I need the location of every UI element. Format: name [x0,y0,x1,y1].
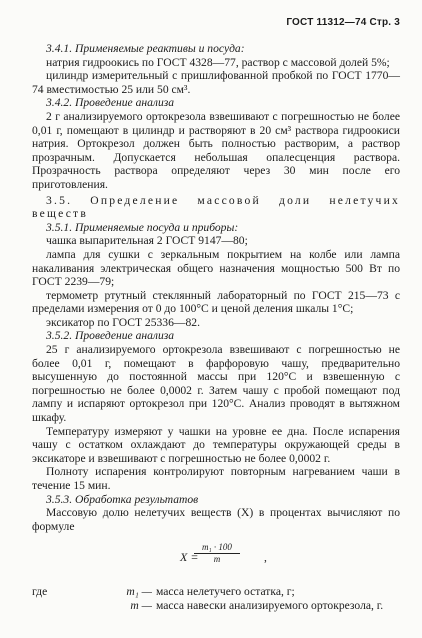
formula-legend [32,585,400,612]
legend-row [32,599,400,613]
equipment-thermometer: термометр ртутный стеклянный лабораторный по ГОСТ 215—73 с пределами измерения от 0 до 100°С и ценой деления шкалы 1°С; [32,288,400,316]
legend-lead [32,599,92,613]
section-3-5-3-heading: 3.5.3. Обработка результатов [46,492,199,506]
formula-numerator: m₁ · 100 [194,542,240,554]
completeness-text: Полноту испарения контролируют повторным нагреванием чаши в течение 15 мин. [32,465,400,492]
legend-symbol: m₁ — [126,585,152,599]
legend-lead: где [32,585,48,599]
reagent-naoh: натрия гидроокись по ГОСТ 4328—77, раствор с массовой долей 5%; [46,55,390,69]
analysis-3-5-2-text: 25 г анализируемого ортокрезола взвешивают с погрешностью не более 0,01 г, помещают в фарфоровую чашу, предварительно высушенную до постоянной массы при 120°С и взвешенную с погрешностью не более 0,0002 г. Затем чашу с пробой помещают под лампу и испаряют ортокрезол при 120°С. Анализ проводят в вытяжном шкафу. [32,343,400,425]
equipment-dish: чашка выпарительная 2 ГОСТ 9147—80; [46,234,248,248]
section-3-4-1-heading: 3.4.1. Применяемые реактивы и посуда: [46,42,245,55]
document-body [32,42,400,613]
formula-fraction [194,542,240,565]
formula-comma: , [264,551,267,565]
legend-symbol: m — [130,598,152,612]
formula [32,539,400,583]
formula-denominator: m [213,554,221,565]
section-3-4-2-heading: 3.4.2. Проведение анализа [46,96,175,110]
formula-intro: Массовую долю нелетучих веществ (X) в процентах вычисляют по формуле [32,506,400,533]
formula-lhs: X = [180,550,199,565]
section-3-5-2-heading: 3.5.2. Проведение анализа [46,329,175,343]
page-header: ГОСТ 11312—74 Стр. 3 [286,17,400,28]
legend-text: масса нелетучего остатка, г; [156,585,295,599]
section-3-5-1-heading: 3.5.1. Применяемые посуда и приборы: [46,220,239,234]
equipment-desiccator: эксикатор по ГОСТ 25336—82. [46,315,200,329]
analysis-3-4-2-text: 2 г анализируемого ортокрезола взвешивают с погрешностью не более 0,01 г, помещают в цилиндр и растворяют в 20 см³ раствора гидроокиси натрия. Ортокрезол должен быть полностью растворим, а раствор прозрачным. Допускается небольшая опалесценция раствора. Прозрачность раствора определяют через 30 мин после его приготовления. [32,109,400,191]
reagent-cylinder: цилиндр измерительный с пришлифованной пробкой по ГОСТ 1770—74 вместимостью 25 или 50 см³. [32,69,400,96]
legend-row [32,585,400,599]
temperature-text: Температуру измеряют у чашки на уровне ее дна. После испарения чашу с остатком охлаждают до температуры окружающей среды в эксикаторе и взвешивают с погрешностью не более 0,0002 г. [32,424,400,465]
legend-text: масса навески анализируемого ортокрезола, г. [156,598,384,612]
section-3-5-heading: 3.5. Определение массовой доли нелетучих веществ [32,193,400,221]
equipment-lamp: лампа для сушки с зеркальным покрытием на колбе или лампа накаливания электрическая общего назначения мощностью 500 Вт по ГОСТ 2239—79; [32,247,400,289]
